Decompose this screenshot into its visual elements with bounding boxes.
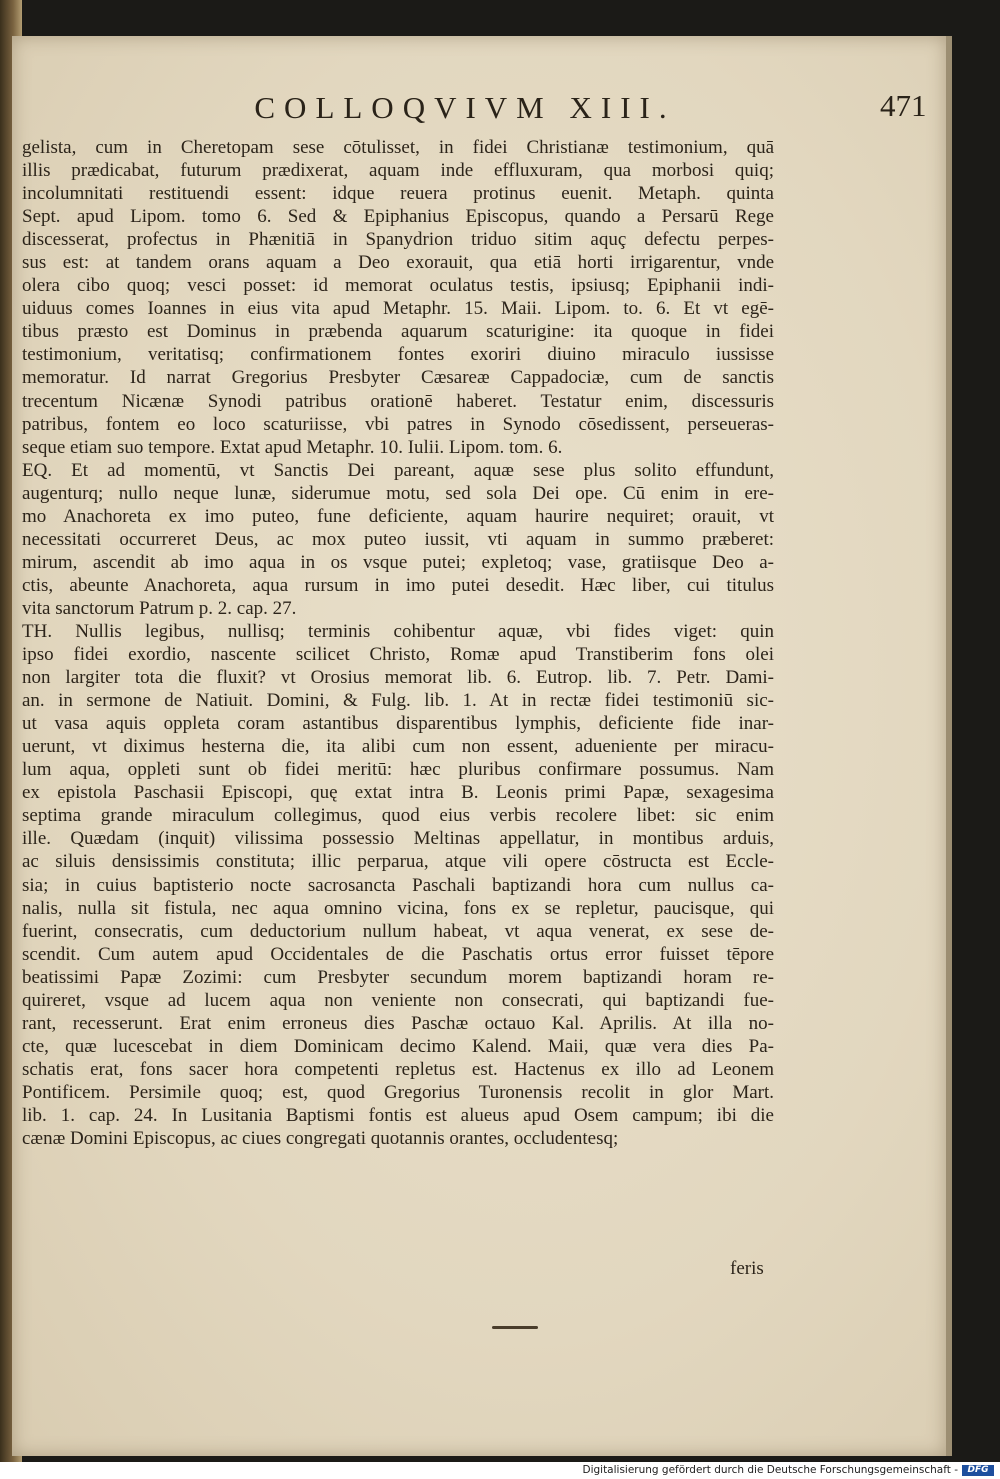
text-line: non largiter tota die fluxit? vt Orosius memorat lib. 6. Eutrop. lib. 7. Petr. Dami-: [22, 667, 774, 689]
text-line: sia; in cuius baptisterio nocte sacrosancta Paschali baptizandi hora cum nullus ca-: [22, 874, 774, 896]
text-line: necessitati occurreret Deus, ac mox puteo iussit, vti aquam in summo præberet:: [22, 528, 774, 550]
text-line: ipso fidei exordio, nascente scilicet Christo, Romæ apud Transtiberim fons olei: [22, 644, 774, 666]
tail-ornament: [492, 1326, 538, 1329]
dfg-logo: DFG: [962, 1465, 994, 1476]
body-text: [22, 136, 774, 1150]
text-line: ille. Quædam (inquit) vilissima possessio Meltinas appellatur, in montibus arduis,: [22, 828, 774, 850]
text-line: lum aqua, oppleti sunt ob fidei meritū: hæc pluribus confirmare possumus. Nam: [22, 759, 774, 781]
text-line: cte, quæ lucescebat in diem Dominicam decimo Kalend. Maii, quæ vera dies Pa-: [22, 1035, 774, 1057]
text-line: Pontificem. Persimile quoq; est, quod Gregorius Turonensis recolit in glor Mart.: [22, 1081, 774, 1103]
text-line: sus est: at tandem orans aquam a Deo exorauit, qua etiā horti irrigarentur, vnde: [22, 252, 774, 274]
text-line: testimonium, veritatisq; confirmationem fontes exoriri diuino miraculo iussisse: [22, 344, 774, 366]
text-line: EQ. Et ad momentū, vt Sanctis Dei pareant, aquæ sese plus solito effundunt,: [22, 459, 774, 481]
catchword: feris: [730, 1258, 764, 1279]
text-line: rant, recesserunt. Erat enim erroneus dies Paschæ octauo Kal. Aprilis. At illa no-: [22, 1012, 774, 1034]
text-line: beatissimi Papæ Zozimi: cum Presbyter secundum morem baptizandi horam re-: [22, 966, 774, 988]
text-line: mirum, ascendit ab imo aqua in os vsque putei; expletoq; vase, gratiisque Deo a-: [22, 551, 774, 573]
text-line: ctis, abeunte Anachoreta, aqua rursum in imo putei desedit. Hæc liber, cui titulus: [22, 574, 774, 596]
text-line: scendit. Cum autem apud Occidentales de die Paschatis ortus error fuisset tēpore: [22, 943, 774, 965]
text-line: trecentum Nicænæ Synodi patribus orationē haberet. Testatur enim, discessuris: [22, 390, 774, 412]
text-line: cænæ Domini Episcopus, ac ciues congregati quotannis orantes, occludentesq;: [22, 1128, 619, 1150]
funding-credit: Digitalisierung gefördert durch die Deutsche Forschungsgemeinschaft -: [582, 1464, 958, 1476]
text-line: ut vasa aquis oppleta coram astantibus disparentibus lymphis, deficiente fide inar-: [22, 713, 774, 735]
text-line: fuerint, consecratis, cum deductorium nullum habeat, vt aqua venerat, ex sese de-: [22, 920, 774, 942]
text-line: lib. 1. cap. 24. In Lusitania Baptismi fontis est alueus apud Osem campum; ibi die: [22, 1104, 774, 1126]
text-line: TH. Nullis legibus, nullisq; terminis cohibentur aquæ, vbi fides viget: quin: [22, 620, 774, 642]
running-header: COLLOQVIVM XIII.: [254, 90, 676, 125]
text-line: illis prædicabat, futurum prædixerat, aquam inde effluxuram, qua morbosi quiq;: [22, 160, 774, 182]
text-line: patribus, fontem eo loco scaturiisse, vbi patres in Synodo cōsedissent, perseueras-: [22, 413, 774, 435]
text-line: ex epistola Paschasii Episcopi, quę extat intra B. Leonis primi Papæ, sexagesima: [22, 782, 774, 804]
text-line: memoratur. Id narrat Gregorius Presbyter Cæsareæ Cappadociæ, cum de sanctis: [22, 367, 774, 389]
text-line: nalis, nulla sit fistula, nec aqua omnino vicina, fons ex se repletur, paucisque, qui: [22, 897, 774, 919]
page-number: 471: [880, 88, 927, 123]
text-line: gelista, cum in Cheretopam sese cōtulisset, in fidei Christianæ testimonium, quā: [22, 137, 774, 158]
text-line: seque etiam suo tempore. Extat apud Metaphr. 10. Iulii. Lipom. tom. 6.: [22, 436, 563, 458]
text-line: mo Anachoreta ex imo puteo, fune deficiente, aquam haurire nequiret; orauit, vt: [22, 505, 774, 527]
text-line: Sept. apud Lipom. tomo 6. Sed & Epiphanius Episcopus, quando a Persarū Rege: [22, 206, 774, 228]
text-line: incolumnitati restituendi essent: idque reuera protinus euenit. Metaph. quinta: [22, 183, 774, 205]
text-line: uerunt, vt diximus hesterna die, ita alibi cum non essent, adueniente per miracu-: [22, 736, 774, 758]
text-line: an. in sermone de Natiuit. Domini, & Fulg. lib. 1. At in rectæ fidei testimoniū sic-: [22, 690, 774, 712]
text-line: schatis erat, fons sacer hora competenti repletus est. Hactenus ex illo ad Leonem: [22, 1058, 774, 1080]
text-line: tibus præsto est Dominus in præbenda aquarum scaturigine: ita quoque in fidei: [22, 321, 774, 343]
text-line: uiduus comes Ioannes in eius vita apud Metaphr. 15. Maii. Lipom. to. 6. Et vt egē-: [22, 298, 774, 320]
text-line: septima grande miraculum collegimus, quod eius verbis recolere libet: sic enim: [22, 805, 774, 827]
text-line: discesserat, profectus in Phænitiā in Spanydrion triduo sitim aquç defectu perpes-: [22, 229, 774, 251]
text-line: quireret, vsque ad lucem aqua non veniente non consecrati, qui baptizandi fue-: [22, 989, 774, 1011]
page-edge: [946, 36, 952, 1456]
text-line: vita sanctorum Patrum p. 2. cap. 27.: [22, 597, 297, 619]
footer-bar: [0, 1462, 1000, 1479]
text-line: ac siluis densissimis constituta; illic perparua, atque vili opere cōstructa est Eccle-: [22, 851, 774, 873]
text-line: augenturq; nullo neque lunæ, siderumue motu, sed sola Dei ope. Cū enim in ere-: [22, 482, 774, 504]
text-line: olera cibo quoq; vesci posset: id memorat oculatus testis, ipsiusq; Epiphanii indi-: [22, 275, 774, 297]
